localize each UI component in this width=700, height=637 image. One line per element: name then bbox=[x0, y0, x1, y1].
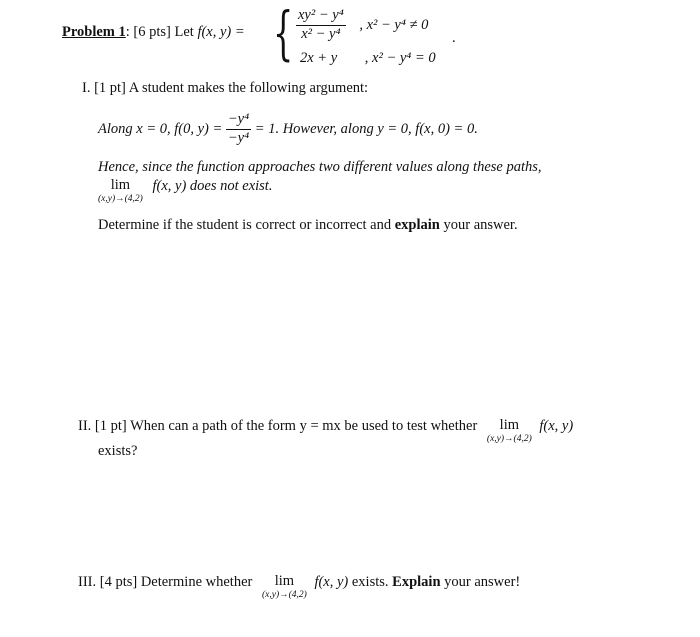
case-1-numerator: xy² − y⁴ bbox=[296, 8, 346, 26]
part1-not-exist: f(x, y) does not exist. bbox=[152, 178, 273, 194]
part2-exists: exists? bbox=[98, 443, 138, 459]
part1-determine-prefix: Determine if the student is correct or incorrect and bbox=[98, 217, 392, 233]
part1-fraction-numerator: −y⁴ bbox=[226, 112, 251, 130]
part1-determine-suffix: your answer. bbox=[443, 217, 518, 233]
part2-prefix: II. [1 pt] When can a path of the form y = mx be used to test whether bbox=[78, 418, 478, 434]
problem-function-name: f(x, y) = bbox=[197, 24, 245, 40]
case-2-expression: 2x + y bbox=[300, 50, 338, 66]
problem-points: : [6 pts] Let bbox=[125, 24, 194, 40]
problem-label bbox=[62, 24, 245, 41]
part1-argument-suffix: = 1. However, along y = 0, f(x, 0) = 0. bbox=[254, 120, 478, 137]
piecewise-case-1 bbox=[296, 8, 428, 43]
part3-limit-word: lim bbox=[274, 573, 295, 589]
part1-limit-line bbox=[98, 178, 272, 204]
problem-title: Problem 1 bbox=[62, 24, 126, 40]
part1-fraction bbox=[226, 112, 251, 147]
part3-question bbox=[78, 574, 520, 600]
piecewise-brace: { bbox=[273, 0, 294, 67]
part1-hence: Hence, since the function approaches two different values along these paths, bbox=[98, 159, 542, 175]
part3-limit bbox=[262, 574, 307, 600]
piecewise-case-2 bbox=[300, 50, 436, 67]
part3-exists: exists. bbox=[351, 574, 389, 590]
part1-argument-prefix: Along x = 0, f(0, y) = bbox=[98, 120, 223, 137]
part3-fxy: f(x, y) bbox=[314, 574, 349, 590]
part3-prefix: III. [4 pts] Determine whether bbox=[78, 574, 253, 590]
case-2-condition: , x² − y⁴ = 0 bbox=[364, 50, 436, 66]
part2-limit-subscript: (x,y)→(4,2) bbox=[486, 433, 532, 444]
part1-fraction-denominator: −y⁴ bbox=[227, 129, 250, 146]
part3-suffix: your answer! bbox=[444, 574, 521, 590]
part2-question bbox=[78, 418, 573, 444]
part1-limit bbox=[98, 178, 143, 204]
part2-limit-word: lim bbox=[499, 417, 520, 433]
problem-period: . bbox=[452, 30, 456, 46]
part1-argument bbox=[98, 112, 478, 147]
part1-limit-word: lim bbox=[110, 177, 131, 193]
part3-limit-subscript: (x,y)→(4,2) bbox=[261, 589, 307, 600]
part3-explain: Explain bbox=[392, 574, 441, 590]
part2-fxy: f(x, y) bbox=[539, 418, 574, 434]
case-1-condition: , x² − y⁴ ≠ 0 bbox=[359, 16, 429, 33]
part1-determine bbox=[98, 217, 518, 234]
part1-limit-subscript: (x,y)→(4,2) bbox=[98, 193, 143, 204]
case-1-fraction bbox=[296, 8, 346, 43]
part1-heading: I. [1 pt] A student makes the following argument: bbox=[82, 80, 369, 96]
case-1-denominator: x² − y⁴ bbox=[301, 25, 341, 42]
part1-determine-bold: explain bbox=[394, 217, 440, 233]
part2-limit bbox=[487, 418, 532, 444]
